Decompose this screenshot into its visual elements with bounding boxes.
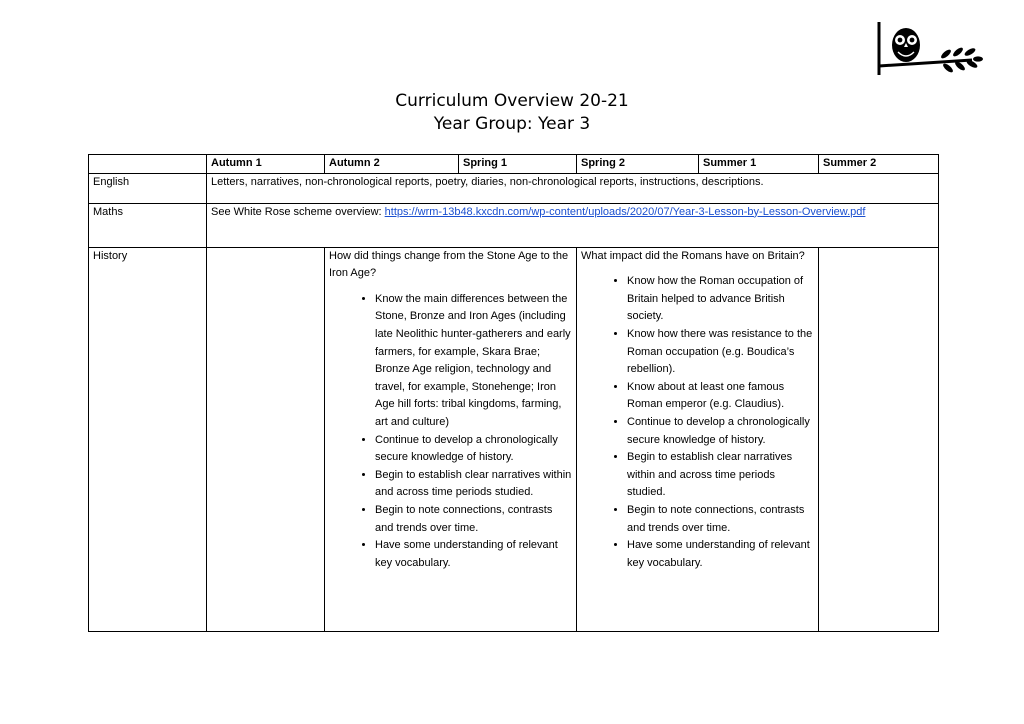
list-item: • Have some understanding of relevant key vocabulary. — [627, 537, 814, 572]
history-autumn-2-cell — [325, 247, 577, 631]
column-header-autumn-1: Autumn 1 — [207, 155, 325, 174]
maths-row — [89, 203, 939, 247]
history-row — [89, 247, 939, 631]
english-row — [89, 173, 939, 203]
column-header-summer-1: Summer 1 — [699, 155, 819, 174]
history-summer-2-cell — [819, 247, 939, 631]
english-content: Letters, narratives, non-chronological reports, poetry, diaries, non-chronological reports, instructions, descriptions. — [207, 173, 939, 203]
list-item: • Know the main differences between the Stone, Bronze and Iron Ages (including late Neolithic hunter-gatherers and early farmers, for example, Skara Brae; Bronze Age religion, technology and travel, for example, Stonehenge; Iron Age hill forts: tribal kingdoms, farming, art and culture) — [375, 291, 572, 432]
list-item: • Begin to establish clear narratives within and across time periods studied. — [627, 449, 814, 502]
maths-content — [207, 203, 939, 247]
list-item: • Continue to develop a chronologically secure knowledge of history. — [375, 432, 572, 467]
history-spring-bullets — [581, 273, 814, 572]
list-item: • Continue to develop a chronologically secure knowledge of history. — [627, 414, 814, 449]
subject-label-english: English — [89, 173, 207, 203]
list-item: • Begin to establish clear narratives within and across time periods studied. — [375, 467, 572, 502]
list-item: • Have some understanding of relevant key vocabulary. — [375, 537, 572, 572]
subject-label-history: History — [89, 247, 207, 631]
history-spring-2-cell — [577, 247, 819, 631]
year-group-subtitle: Year Group: Year 3 — [433, 114, 591, 134]
subject-label-maths: Maths — [89, 203, 207, 247]
history-autumn-bullets — [329, 291, 572, 573]
list-item: • Know how there was resistance to the Roman occupation (e.g. Boudica’s rebellion). — [627, 326, 814, 379]
maths-text: See White Rose scheme overview: — [211, 205, 385, 218]
column-header-spring-2: Spring 2 — [577, 155, 699, 174]
column-header-autumn-2: Autumn 2 — [325, 155, 459, 174]
history-spring-question: What impact did the Romans have on Britain? — [581, 249, 805, 262]
curriculum-table — [88, 154, 939, 632]
list-item: • Begin to note connections, contrasts and trends over time. — [627, 502, 814, 537]
owl-logo-icon — [874, 20, 984, 78]
header-corner-cell — [89, 155, 207, 174]
history-autumn-1-cell — [207, 247, 325, 631]
list-item: • Know about at least one famous Roman emperor (e.g. Claudius). — [627, 379, 814, 414]
history-autumn-question: How did things change from the Stone Age to the Iron Age? — [329, 249, 569, 280]
column-header-spring-1: Spring 1 — [459, 155, 577, 174]
column-header-summer-2: Summer 2 — [819, 155, 939, 174]
list-item: • Begin to note connections, contrasts and trends over time. — [375, 502, 572, 537]
list-item: • Know how the Roman occupation of Britain helped to advance British society. — [627, 273, 814, 326]
header-row — [89, 155, 939, 174]
white-rose-overview-link[interactable]: https://wrm-13b48.kxcdn.com/wp-content/uploads/2020/07/Year-3-Lesson-by-Lesson-Overview.pdf — [384, 205, 866, 218]
page-title: Curriculum Overview 20-21 — [395, 91, 629, 111]
